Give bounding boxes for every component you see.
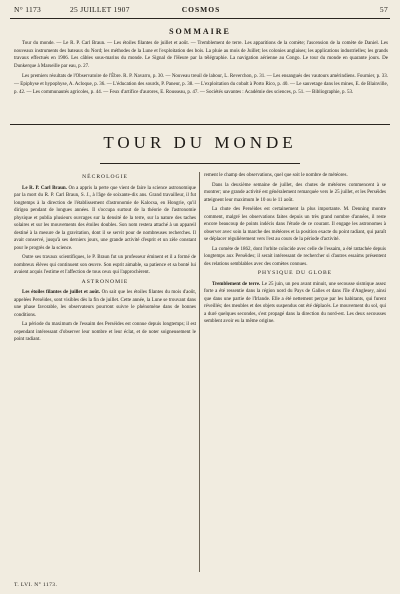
section-heading-physique: PHYSIQUE DU GLOBE bbox=[257, 270, 333, 276]
sommaire-block bbox=[14, 40, 388, 99]
issue-number: N° 1173 bbox=[14, 5, 42, 14]
article-subhead: Les étoiles filantes de juillet et août. bbox=[22, 290, 101, 295]
article-body: La comète de 1862, dont l'orbite coïncide avec celle de l'essaim, a été rattachée depuis longtemps aux Perséides; il serait intéressant de rechercher si d'autres essaims présentent des relations semblables avec des comètes connues. bbox=[204, 246, 386, 267]
article-title: Le R. P. Carl Braun. bbox=[22, 185, 67, 191]
sommaire-rule bbox=[10, 124, 390, 125]
left-column bbox=[14, 172, 196, 346]
article-body: Le 25 juin, un peu avant minuit, une secousse sismique assez forte a été ressentie dans la région nord du Pays de Galles et dans l'île d'Anglesey, ainsi que dans une partie de l'Irlande. Elle a été nettement perçue par les habitants, qui furent réveillés; des meubles et des objets suspendus ont été déplacés. Le mouvement du sol, qui a duré quelques secondes, s'est propagé dans la direction du nord-est. Les deux secousses semblent avoir eu la même origine. bbox=[204, 281, 386, 324]
article-body: Dans la deuxième semaine de juillet, des chutes de météores commencent à se montrer; une grande activité est généralement remarquée vers le 25 juillet, et les Perséides atteignent leur maximum le 10 ou le 11 août. bbox=[204, 182, 386, 203]
sommaire-paragraph: Tour du monde. — Le R. P. Carl Braun. — Les étoiles filantes de juillet et août. — Tremblement de terre. Les apparitions de la comète; l'ascension de la comète de Daniel. Les nouveaux instruments des bateaux du Nord; les méthodes de la Lune et l'exploitation des bois. La pluie au mois de Juillet; les colonies anglaises; les applications industrielles; les grands travaux effectués en 1906. Les câbles sous-marins du monde. Le Signal de l'Heure par la télégraphie. La navigation aérienne au Congo. Le tour du monde en quarante jours. De Dunkerque à Marseille par eau, p. 27. bbox=[14, 41, 388, 69]
article-body: La période du maximum de l'essaim des Perséides est connue depuis longtemps; il est cependant intéressant d'observer leur nombre et leur éclat, et de noter soigneusement le point radiant. bbox=[14, 322, 196, 342]
header-date: 25 JUILLET 1907 bbox=[70, 5, 130, 14]
sommaire-title: SOMMAIRE bbox=[169, 27, 231, 36]
journal-title: COSMOS bbox=[181, 5, 221, 14]
article-body: Outre ses travaux scientifiques, le P. Braun fut un professeur éminent et il a formé de nombreux élèves qui continuent son œuvre. Son esprit aimable, sa patience et sa bonté lui avaient acquis l'estime et l'affection de tous ceux qui l'approchèrent. bbox=[14, 255, 196, 275]
article-body: La chute des Perséides est certainement la plus importante. M. Denning montre comment, malgré les observations faites depuis un très grand nombre d'années, il reste encore beaucoup de points indécis dans l'étude de ce courant. Il engage les astronomes à observer avec soin la marche des météores et la position exacte du point radiant, qui paraît se déplacer régulièrement vers l'est au cours de la période d'activité. bbox=[204, 207, 386, 242]
header-rule bbox=[10, 18, 390, 19]
section-heading-astronomie: ASTRONOMIE bbox=[81, 278, 129, 285]
column-separator bbox=[199, 172, 200, 572]
title-underline bbox=[100, 163, 300, 164]
page-number: 57 bbox=[379, 5, 388, 14]
sommaire-paragraph: Les premiers résultats de l'Observatoire de l'Èbre. R. P. Navarro, p. 30. — Nouveau treuil de labour, L. Reverchon, p. 31. — Les ensangués des vautours amérindiens. Fournier, p. 33. — Epiphyse et hypophyse, A. Acloque, p. 36. — L'éducation des sourds, P. Paneur, p. 38. — L'exploitation du cobalt à Porto Rico, p. 40. — Le sauvetage dans les mines, E. de Blainville, p. 42. — Les communautés agricoles, p. 44. — Feux d'artifice d'aurores, E. Rousseau, p. 47. — Sociétés savantes : Académie des sciences, p. 51. — Bibliographie, p. 53. bbox=[14, 74, 388, 95]
article-body: On a appris la perte que vient de faire la science astronomique par la mort du R. P. Carl Braun, S. J., à l'âge de soixante-dix ans. Grand travailleur, il fut longtemps à la direction de l'établissement d'astronomie de Kalocsa, en Hongrie, qu'il dirigea pendant de longues années. Il s'occupa surtout de la théorie de l'astronomie physique et publia plusieurs ouvrages sur la densité de la terre, sur la nature des taches solaires et sur les mouvements des étoiles doubles. Son nom restera attaché à un appareil destiné à la mesure de la gravitation, dont il se servit pour de nombreuses recherches. Il avait conservé, jusqu'à ses derniers jours, une grande activité d'esprit et un zèle constant pour le progrès de la science. bbox=[14, 185, 196, 251]
page-footer: T. LVI. N° 1173. bbox=[14, 582, 58, 588]
right-column bbox=[204, 172, 386, 328]
article-body: rement le champ des observations, quel que soit le nombre de météores. bbox=[204, 173, 348, 178]
article-body: On sait que les étoiles filantes du mois d'août, appelées Perséides, sont visibles dès la fin de juillet. Cette année, la Lune se trouvant dans une phase favorable, les observateurs pourront suivre le phénomène dans de bonnes conditions. bbox=[14, 290, 197, 318]
article-subhead: Tremblement de terre. bbox=[212, 281, 261, 287]
section-heading-necrologie: NÉCROLOGIE bbox=[82, 174, 128, 180]
section-title: TOUR DU MONDE bbox=[103, 133, 297, 152]
